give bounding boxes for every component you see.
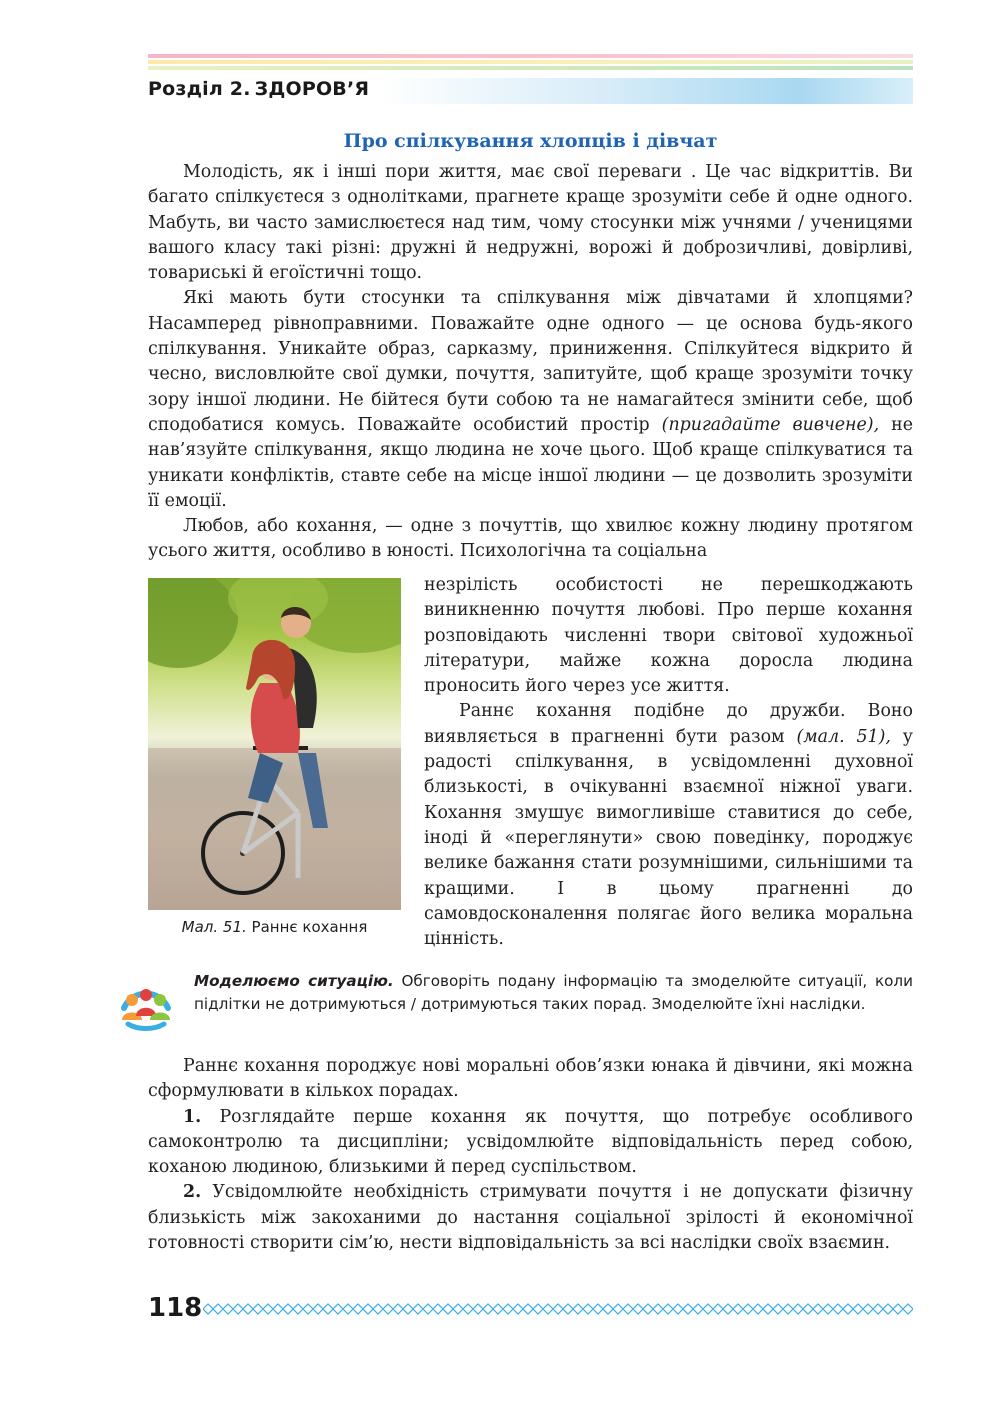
footer-ornament <box>203 1302 913 1316</box>
activity-box <box>194 970 913 1015</box>
paragraph-3-continued: незрілість особистості не перешкоджають виникненню почуття любові. Про перше кохання розповідають численні твори світової художньої літератури, майже кожна доросла людина проносить його через усе життя. <box>424 575 913 697</box>
advice-2 <box>148 1180 913 1256</box>
caption-text: Раннє кохання <box>251 918 368 936</box>
text-beside-figure <box>424 573 913 952</box>
paragraph-3-start: Любов, або кохання, — одне з почуттів, що хвилює кожну людину протягом усього життя, особливо в юності. Психологічна та соціальна <box>148 516 913 562</box>
figure-caption <box>148 918 401 936</box>
paragraph-2-part-b: не нав’язуйте спілкування, якщо людина не хоче цього. Щоб краще спілкуватися та уникати конфліктів, ставте себе на місце іншої людини — це дозволить зрозуміти її емоції. <box>148 414 913 511</box>
paragraph-1: Молодість, як і інші пори життя, має свої переваги . Це час відкриттів. Ви багато спілкуєтеся з однолітками, прагнете краще зрозуміти себе й одне одного. Мабуть, ви часто замислюєтеся над тим, чому стосунки між учнями / ученицями вашого класу такі різні: дружні й недружні, ворожі й доброзичливі, довірливі, товариські й егоїстичні тощо. <box>148 162 913 284</box>
section-name: ЗДОРОВ’Я <box>254 78 370 100</box>
section-number: Розділ 2. <box>148 78 251 100</box>
page-number: 118 <box>148 1293 203 1323</box>
advice-1-text: Розглядайте перше кохання як почуття, що потребує особливого самоконтролю та дисципліни; усвідомлюйте відповідальність перед собою, коханою людиною, близькими й перед суспільством. <box>148 1106 913 1178</box>
paragraph-2-emphasis: (пригадайте вивчене), <box>661 414 880 435</box>
figure-reference: (мал. 51), <box>796 726 891 747</box>
advice-1-number: 1. <box>183 1106 202 1127</box>
advice-1 <box>148 1105 913 1181</box>
page-title: Про спілкування хлопців і дівчат <box>343 130 718 152</box>
activity-lead: Моделюємо ситуацію. <box>194 972 394 990</box>
advice-2-number: 2. <box>183 1182 202 1203</box>
caption-label: Мал. 51. <box>181 918 247 936</box>
paragraph-2-part-a: Які мають бути стосунки та спілкування між дівчатами й хлопцями? Насамперед рівноправними. Поважайте одне одного — це основа будь-якого спілкування. Уникайте образ, сарказму, приниження. Спілкуйтеся відкрито й чесно, висловлюйте свої думки, почуття, запитуйте, щоб краще зрозуміти точку зору іншої людини. Не бійтеся бути собою та не намагайтеся змінити себе, щоб сподобатися комусь. Поважайте особистий простір <box>148 288 913 435</box>
text-block-2 <box>148 1054 913 1256</box>
paragraph-4-part-a: Раннє кохання подібне до дружби. Воно виявляється в прагненні бути разом <box>424 701 913 747</box>
paragraph-2 <box>148 286 913 514</box>
group-discussion-icon <box>114 968 178 1032</box>
text-block-1 <box>148 160 913 565</box>
activity-text: Обговоріть подану інформацію та змоделюйте ситуації, коли підлітки не дотримуються / дотримуються таких порад. Змоделюйте їхні наслідки. <box>194 972 914 1013</box>
paragraph-4-part-b: у радості спілкування, в усвідомленні духовної близькості, в очікуванні взаємної ніжної уваги. Кохання змушує вимогливіше ставитися до себе, іноді й «переглянути» свою поведінку, породжує велике бажання стати розумнішими, сильнішими та кращими. І в цьому прагненні до самовдосконалення полягає його велика моральна цінність. <box>424 726 913 950</box>
section-label <box>148 78 369 100</box>
advice-2-text: Усвідомлюйте необхідність стримувати почуття і не допускати фізичну близькість між закоханими до настання соціальної зрілості й економічної готовності створити сім’ю, нести відповідальність за всі наслідки своїх взаємин. <box>148 1182 913 1254</box>
paragraph-5: Раннє кохання породжує нові моральні обов’язки юнака й дівчини, які можна сформулювати в кількох порадах. <box>148 1056 913 1102</box>
paragraph-4 <box>424 699 913 952</box>
header-stripes <box>148 54 913 72</box>
couple-bicycle-photo <box>148 578 401 910</box>
